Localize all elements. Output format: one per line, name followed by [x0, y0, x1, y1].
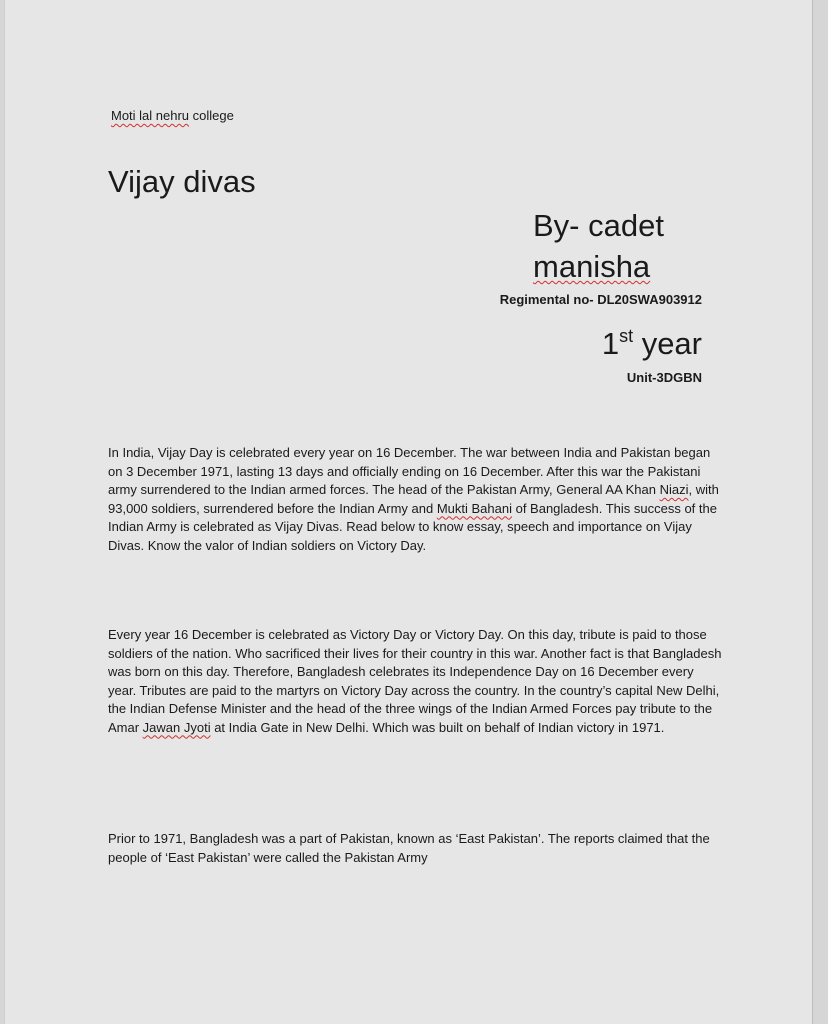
spellcheck-niazi: Niazi	[659, 482, 689, 497]
author-line-2	[533, 246, 733, 287]
spellcheck-college-name: Moti lal nehru	[111, 108, 190, 123]
paragraph-3: Prior to 1971, Bangladesh was a part of Pakistan, known as ‘East Pakistan’. The reports claimed that the people of ‘East Pakistan’ were called the Pakistan Army	[108, 831, 710, 865]
college-name	[111, 108, 234, 123]
year-word: year	[633, 326, 702, 361]
paragraph-1-text-e: of Bangladesh. This success of the Indian Army is celebrated as Vijay Divas. Read below to know essay, speech and importance on Vijay Divas. Know the valor of Indian soldiers on Victory Day.	[108, 500, 717, 553]
year-label	[602, 326, 702, 362]
document-page	[4, 0, 813, 1024]
regimental-number: Regimental no- DL20SWA903912	[499, 292, 702, 307]
unit-label: Unit-3DGBN	[626, 370, 702, 385]
paragraph-2	[108, 626, 722, 737]
year-suffix: st	[619, 326, 634, 346]
college-name-suffix: college	[189, 108, 234, 123]
paragraph-1	[108, 444, 722, 555]
paragraph-1-text-a: In India, Vijay Day is celebrated every year on 16 December. The war between India and Pakistan began on 3 December 1971, lasting 13 days and officially ending on 16 December. After this war the Pakistani army surrendered to the Indian armed forces. The head of the Pakistan Army, General AA Khan	[108, 445, 711, 497]
document-title: Vijay divas	[108, 164, 256, 199]
author-line-1: By- cadet	[533, 208, 664, 243]
paragraph-1-text-c: , with 93,000 soldiers, surrendered before the Indian Army and	[108, 482, 719, 516]
year-number: 1	[601, 326, 620, 361]
paragraph-2-text-a: Every year 16 December is celebrated as Victory Day or Victory Day. On this day, tribute is paid to those soldiers of the nation. Who sacrificed their lives for their country in this war. Another fact is that Bangladesh was born on this day. Therefore, Bangladesh celebrates its Independence Day on 16 December every year. Tributes are paid to the martyrs on Victory Day across the country. In the country’s capital New Delhi, the Indian Defense Minister and the head of the three wings of the Indian Armed Forces pay tribute to the Amar	[108, 627, 722, 735]
author-block	[533, 205, 733, 287]
spellcheck-mukti-bahani: Mukti Bahani	[436, 500, 512, 516]
author-name: manisha	[533, 249, 651, 284]
paragraph-2-text-c: at India Gate in New Delhi. Which was built on behalf of Indian victory in 1971.	[210, 719, 665, 735]
spellcheck-jawan-jyoti: Jawan Jyoti	[142, 719, 211, 735]
